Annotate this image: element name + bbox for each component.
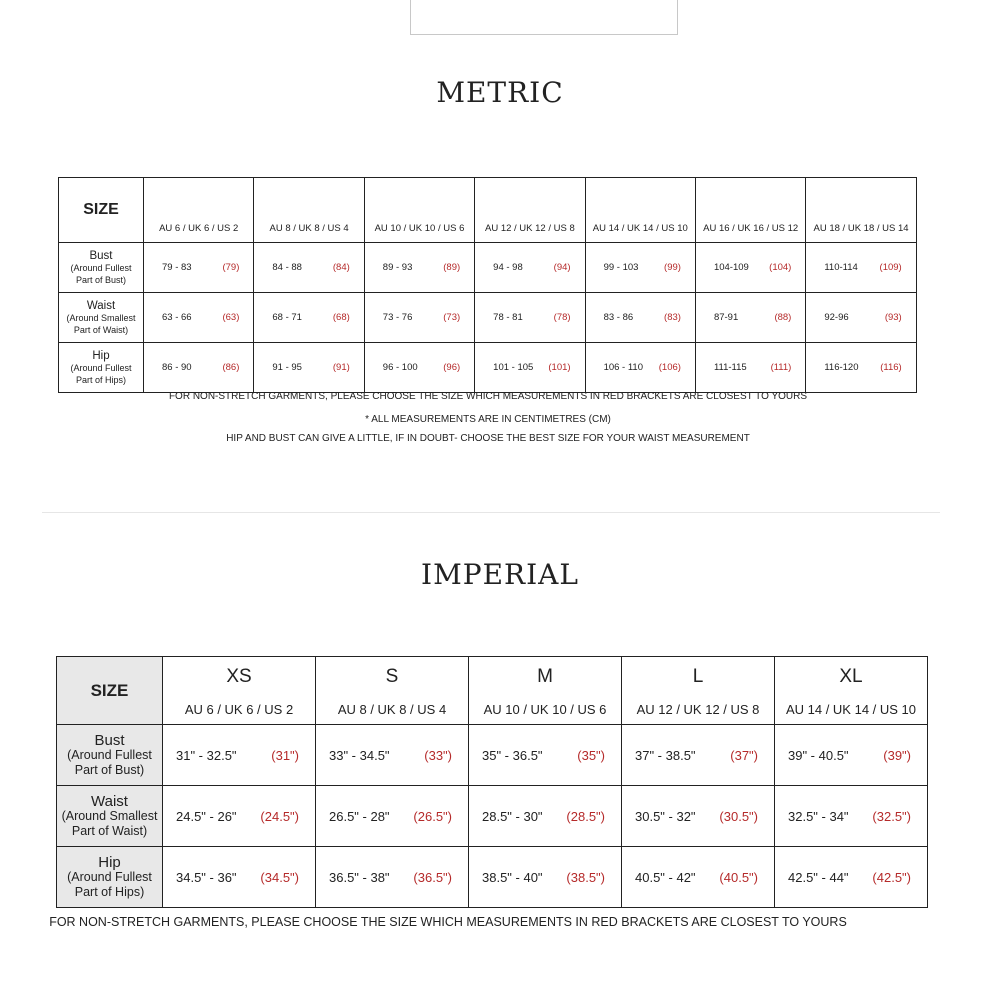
measurement-range: 91 - 95	[272, 362, 302, 373]
measurement-row	[59, 343, 917, 393]
measurement-cell	[144, 243, 254, 293]
measurement-range: 106 - 110	[603, 362, 644, 373]
imperial-col-header	[469, 657, 622, 725]
measurement-range: 99 - 103	[603, 262, 639, 273]
size-equivalents: AU 10 / UK 10 / US 6	[483, 702, 607, 717]
non-stretch-measurement: (99)	[664, 262, 681, 273]
measurement-range: 63 - 66	[162, 312, 192, 323]
measurement-range: 101 - 105	[493, 362, 534, 373]
non-stretch-measurement: (106)	[658, 362, 681, 373]
measurement-cell	[163, 847, 316, 908]
measurement-cell	[775, 725, 928, 786]
size-letter: XS	[226, 666, 252, 687]
imperial-header-row	[57, 657, 928, 725]
measurement-range: 86 - 90	[162, 362, 192, 373]
metric-note-hip-bust: HIP AND BUST CAN GIVE A LITTLE, IF IN DOUBT- CHOOSE THE BEST SIZE FOR YOUR WAIST MEASUREMENT	[226, 433, 750, 444]
measurement-description: Part of Waist)	[73, 324, 129, 335]
measurement-name: Bust	[89, 249, 113, 262]
measurement-name: Hip	[92, 349, 110, 362]
measurement-range: 110-114	[824, 262, 858, 273]
metric-row-label	[59, 293, 144, 343]
imperial-col-header	[163, 657, 316, 725]
non-stretch-measurement: (89)	[443, 262, 461, 273]
measurement-cell	[163, 786, 316, 847]
size-equivalents: AU 14 / UK 14 / US 10	[785, 702, 917, 717]
non-stretch-measurement: (31")	[271, 747, 299, 763]
imperial-row-label	[57, 725, 163, 786]
non-stretch-measurement: (36.5")	[413, 869, 452, 885]
non-stretch-measurement: (34.5")	[260, 869, 299, 885]
measurement-cell	[316, 847, 469, 908]
metric-col-header: AU 10 / UK 10 / US 6	[364, 178, 474, 243]
metric-col-header: AU 6 / UK 6 / US 2	[144, 178, 254, 243]
non-stretch-measurement: (38.5")	[566, 869, 605, 885]
measurement-name: Waist	[86, 299, 116, 312]
measurement-cell	[775, 786, 928, 847]
non-stretch-measurement: (78)	[553, 312, 571, 323]
measurement-description: (Around Smallest	[61, 808, 158, 823]
measurement-range: 87-91	[713, 312, 739, 323]
measurement-description: (Around Fullest	[70, 262, 132, 273]
non-stretch-measurement: (91)	[332, 362, 350, 373]
measurement-name: Bust	[94, 731, 125, 749]
measurement-range: 116-120	[824, 362, 859, 373]
imperial-row-label	[57, 786, 163, 847]
measurement-range: 33" - 34.5"	[329, 747, 390, 763]
measurement-cell	[475, 293, 585, 343]
measurement-cell	[364, 243, 474, 293]
metric-col-header: AU 12 / UK 12 / US 8	[475, 178, 585, 243]
non-stretch-measurement: (28.5")	[566, 808, 605, 824]
measurement-row	[57, 786, 928, 847]
measurement-cell	[469, 725, 622, 786]
measurement-range: 28.5" - 30"	[482, 808, 543, 824]
measurement-cell	[144, 293, 254, 343]
size-equivalents: AU 12 / UK 12 / US 8	[636, 702, 760, 717]
measurement-cell	[622, 786, 775, 847]
non-stretch-measurement: (40.5")	[719, 869, 758, 885]
measurement-cell	[775, 847, 928, 908]
non-stretch-measurement: (101)	[548, 362, 571, 373]
measurement-range: 94 - 98	[493, 262, 523, 273]
imperial-note-nonstretch: FOR NON-STRETCH GARMENTS, PLEASE CHOOSE THE SIZE WHICH MEASUREMENTS IN RED BRACKETS ARE CLOSEST TO YOURS	[49, 915, 847, 929]
metric-size-label: SIZE	[59, 178, 144, 243]
measurement-description: Part of Waist)	[71, 823, 148, 838]
measurement-range: 24.5" - 26"	[176, 808, 237, 824]
non-stretch-measurement: (96)	[443, 362, 461, 373]
measurement-description: Part of Hips)	[75, 374, 126, 385]
measurement-cell	[695, 243, 805, 293]
measurement-range: 40.5" - 42"	[635, 869, 696, 885]
metric-size-table	[58, 177, 917, 393]
measurement-description: Part of Bust)	[75, 274, 127, 285]
measurement-cell	[585, 293, 695, 343]
measurement-cell	[254, 243, 364, 293]
imperial-col-header	[775, 657, 928, 725]
measurement-range: 73 - 76	[382, 312, 413, 323]
non-stretch-measurement: (26.5")	[413, 808, 452, 824]
non-stretch-measurement: (24.5")	[260, 808, 299, 824]
metric-col-header: AU 8 / UK 8 / US 4	[254, 178, 364, 243]
measurement-name: Hip	[98, 853, 121, 871]
non-stretch-measurement: (93)	[884, 312, 902, 323]
imperial-title: IMPERIAL	[421, 558, 579, 591]
top-frame-box	[410, 0, 678, 35]
non-stretch-measurement: (39")	[883, 747, 911, 763]
measurement-range: 26.5" - 28"	[329, 808, 390, 824]
measurement-description: (Around Smallest	[66, 312, 136, 323]
non-stretch-measurement: (104)	[769, 262, 792, 273]
size-letter: L	[692, 666, 704, 687]
measurement-cell	[806, 343, 916, 393]
measurement-range: 89 - 93	[382, 262, 413, 273]
measurement-row	[57, 725, 928, 786]
measurement-row	[57, 847, 928, 908]
non-stretch-measurement: (116)	[880, 362, 902, 373]
metric-row-label	[59, 243, 144, 293]
imperial-size-label: SIZE	[57, 657, 163, 725]
non-stretch-measurement: (79)	[222, 262, 240, 273]
non-stretch-measurement: (109)	[879, 262, 902, 273]
size-equivalents: AU 6 / UK 6 / US 2	[184, 702, 294, 717]
imperial-row-label	[57, 847, 163, 908]
imperial-col-header	[622, 657, 775, 725]
measurement-description: Part of Hips)	[74, 884, 145, 899]
non-stretch-measurement: (42.5")	[872, 869, 911, 885]
measurement-range: 84 - 88	[272, 262, 302, 273]
non-stretch-measurement: (35")	[577, 747, 605, 763]
metric-title: METRIC	[436, 76, 564, 109]
measurement-description: Part of Bust)	[74, 762, 145, 777]
measurement-range: 36.5" - 38"	[329, 869, 390, 885]
measurement-cell	[469, 847, 622, 908]
imperial-col-header	[316, 657, 469, 725]
measurement-range: 37" - 38.5"	[635, 747, 696, 763]
measurement-cell	[806, 243, 916, 293]
section-divider	[42, 512, 940, 513]
non-stretch-measurement: (84)	[332, 262, 350, 273]
measurement-description: (Around Fullest	[67, 869, 152, 884]
metric-col-header: AU 16 / UK 16 / US 12	[695, 178, 805, 243]
measurement-range: 78 - 81	[493, 312, 523, 323]
metric-note-units: * ALL MEASUREMENTS ARE IN CENTIMETRES (CM)	[365, 414, 611, 425]
measurement-cell	[254, 343, 364, 393]
metric-row-label	[59, 343, 144, 393]
measurement-description: (Around Fullest	[67, 747, 152, 762]
measurement-cell	[364, 293, 474, 343]
metric-col-header: AU 14 / UK 14 / US 10	[585, 178, 695, 243]
non-stretch-measurement: (86)	[222, 362, 240, 373]
measurement-range: 30.5" - 32"	[635, 808, 696, 824]
measurement-cell	[622, 847, 775, 908]
non-stretch-measurement: (30.5")	[719, 808, 758, 824]
measurement-cell	[254, 293, 364, 343]
measurement-range: 32.5" - 34"	[788, 808, 849, 824]
non-stretch-measurement: (68)	[332, 312, 350, 323]
measurement-cell	[469, 786, 622, 847]
measurement-row	[59, 293, 917, 343]
non-stretch-measurement: (33")	[424, 747, 452, 763]
measurement-row	[59, 243, 917, 293]
metric-header-row	[59, 178, 917, 243]
measurement-cell	[163, 725, 316, 786]
size-equivalents: AU 8 / UK 8 / US 4	[337, 702, 447, 717]
measurement-description: (Around Fullest	[70, 362, 132, 373]
non-stretch-measurement: (88)	[774, 312, 792, 323]
measurement-cell	[316, 786, 469, 847]
measurement-cell	[622, 725, 775, 786]
non-stretch-measurement: (83)	[664, 312, 681, 323]
measurement-cell	[806, 293, 916, 343]
measurement-range: 42.5" - 44"	[788, 869, 849, 885]
non-stretch-measurement: (73)	[443, 312, 461, 323]
measurement-range: 79 - 83	[162, 262, 192, 273]
imperial-size-table	[56, 656, 928, 908]
measurement-cell	[475, 243, 585, 293]
measurement-cell	[475, 343, 585, 393]
measurement-range: 104-109	[713, 262, 749, 273]
non-stretch-measurement: (94)	[553, 262, 571, 273]
measurement-range: 68 - 71	[272, 312, 302, 323]
measurement-range: 34.5" - 36"	[176, 869, 237, 885]
measurement-range: 92-96	[824, 312, 849, 323]
non-stretch-measurement: (63)	[222, 312, 240, 323]
measurement-cell	[144, 343, 254, 393]
measurement-range: 38.5" - 40"	[482, 869, 543, 885]
non-stretch-measurement: (111)	[770, 362, 792, 373]
measurement-range: 31" - 32.5"	[176, 747, 237, 763]
measurement-cell	[316, 725, 469, 786]
size-letter: S	[385, 666, 399, 687]
measurement-range: 39" - 40.5"	[788, 747, 849, 763]
measurement-range: 111-115	[713, 362, 747, 373]
non-stretch-measurement: (37")	[730, 747, 758, 763]
measurement-cell	[585, 243, 695, 293]
measurement-cell	[695, 293, 805, 343]
measurement-range: 35" - 36.5"	[482, 747, 543, 763]
measurement-cell	[695, 343, 805, 393]
measurement-name: Waist	[91, 792, 128, 810]
measurement-range: 83 - 86	[603, 312, 634, 323]
measurement-cell	[585, 343, 695, 393]
metric-note-nonstretch: FOR NON-STRETCH GARMENTS, PLEASE CHOOSE THE SIZE WHICH MEASUREMENTS IN RED BRACKETS ARE CLOSEST TO YOURS	[168, 391, 808, 402]
non-stretch-measurement: (32.5")	[872, 808, 911, 824]
measurement-range: 96 - 100	[382, 362, 418, 373]
metric-col-header: AU 18 / UK 18 / US 14	[806, 178, 916, 243]
measurement-cell	[364, 343, 474, 393]
size-letter: M	[537, 666, 553, 687]
size-letter: XL	[839, 666, 863, 687]
